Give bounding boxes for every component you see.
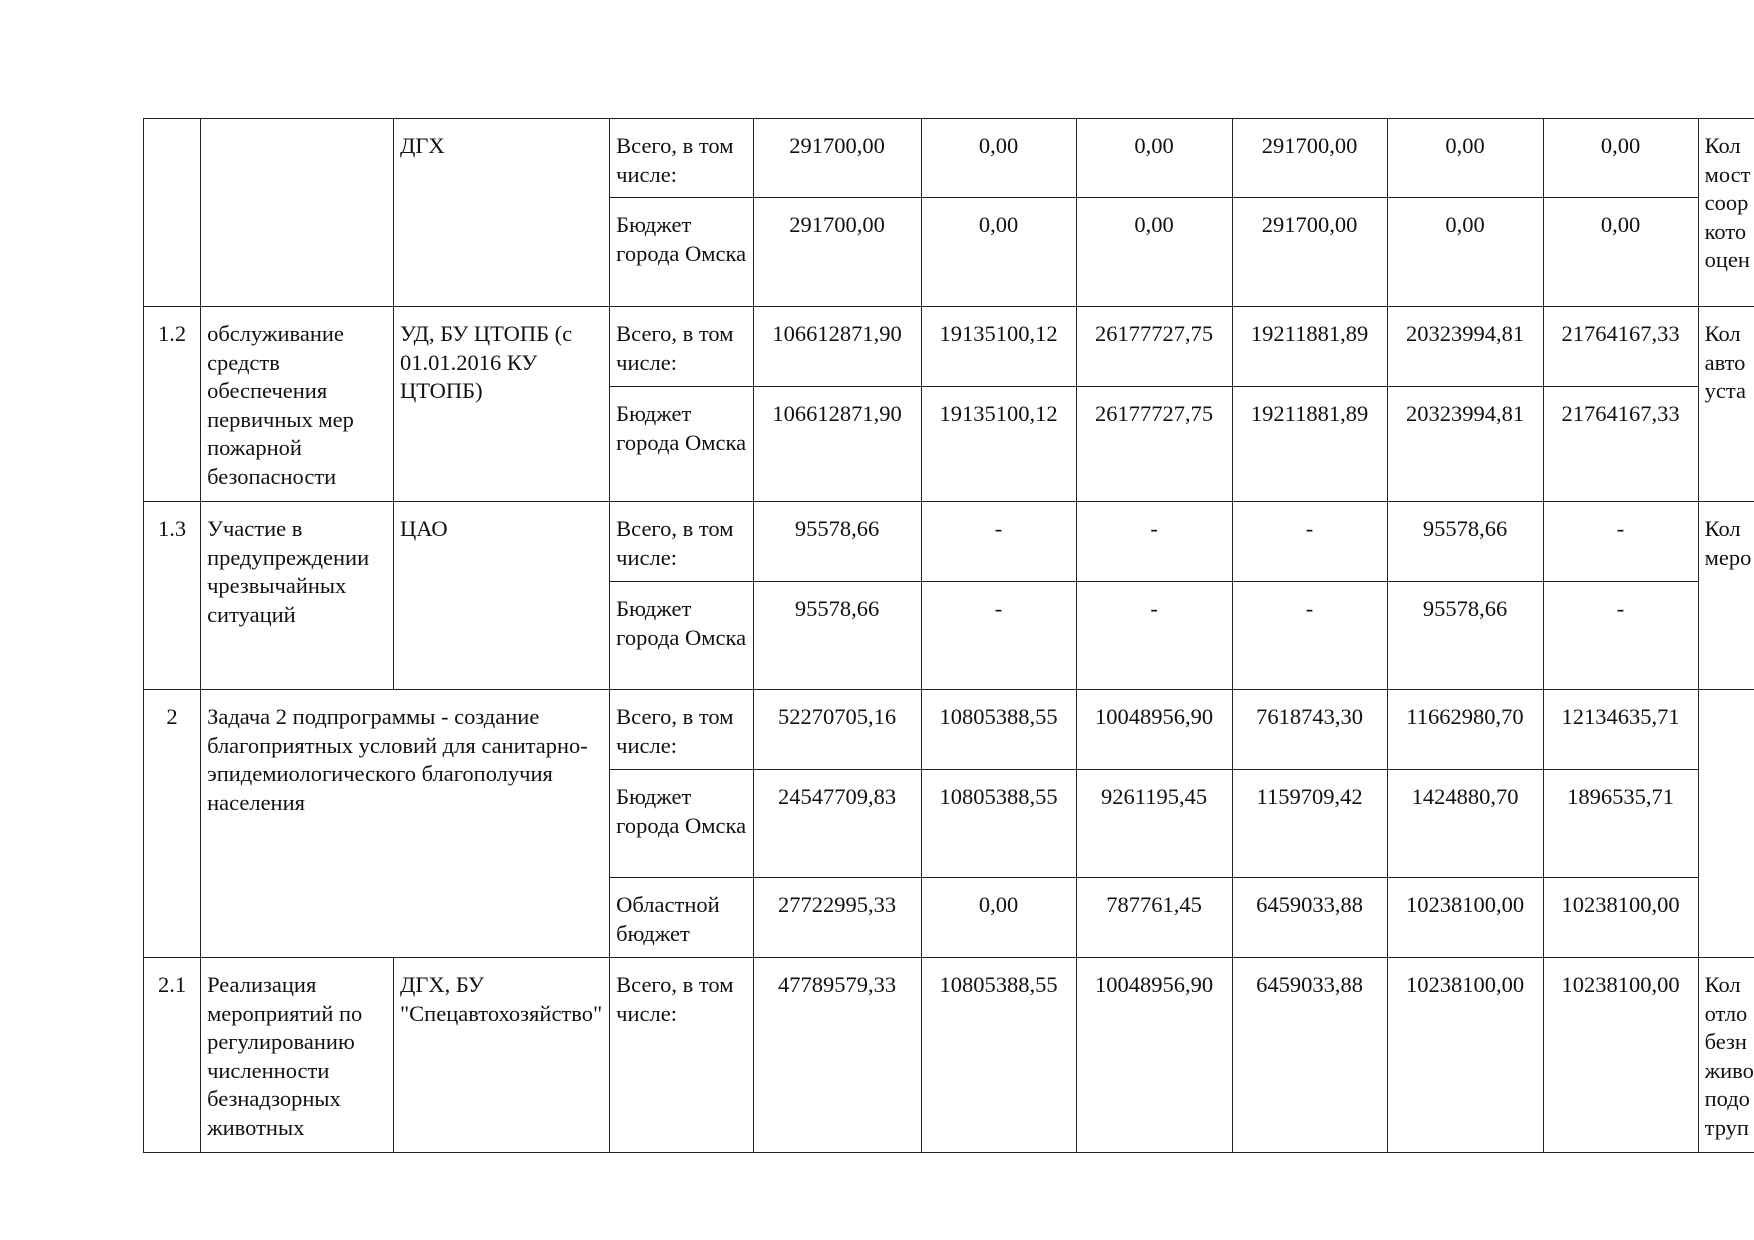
row-index-cell: 2.1 — [144, 958, 201, 1153]
indicator-line: Кол — [1704, 516, 1741, 541]
value-cell: 291700,00 — [753, 119, 921, 198]
value-cell: 1896535,71 — [1543, 770, 1698, 878]
row-index-cell: 2 — [144, 690, 201, 958]
value-cell: 0,00 — [1543, 198, 1698, 307]
indicator-line: подо — [1704, 1086, 1750, 1111]
row-index-cell: 1.3 — [144, 502, 201, 690]
value-cell: 106612871,90 — [753, 307, 921, 387]
indicator-line: авто — [1704, 349, 1746, 375]
indicator-line: меро — [1704, 544, 1752, 570]
value-cell: 19211881,89 — [1232, 307, 1387, 387]
value-cell: 10048956,90 — [1076, 958, 1232, 1153]
indicator-cell — [1698, 119, 1754, 307]
value-cell: 291700,00 — [753, 198, 921, 307]
value-cell: 10238100,00 — [1387, 878, 1543, 958]
value-cell: 10238100,00 — [1543, 878, 1698, 958]
source-label-cell: Областной бюджет — [610, 878, 753, 958]
indicator-line: отло — [1704, 1000, 1748, 1026]
source-label-cell: Бюджет города Омска — [610, 387, 753, 502]
value-cell: 20323994,81 — [1387, 307, 1543, 387]
indicator-line: мост — [1704, 161, 1751, 187]
value-cell: 787761,45 — [1076, 878, 1232, 958]
source-label-cell: Всего, в том числе: — [610, 307, 753, 387]
value-cell: 95578,66 — [1387, 582, 1543, 690]
value-cell: 10238100,00 — [1387, 958, 1543, 1153]
value-cell: 0,00 — [921, 198, 1076, 307]
indicator-cell — [1698, 958, 1754, 1153]
value-cell: 291700,00 — [1232, 119, 1387, 198]
value-cell: 10805388,55 — [921, 690, 1076, 770]
row-name-cell: Участие в предупреждении чрезвычайных ситуаций — [201, 502, 394, 690]
value-cell: 0,00 — [921, 878, 1076, 958]
value-cell: - — [921, 502, 1076, 582]
source-label-cell: Бюджет города Омска — [610, 198, 753, 307]
value-cell: 19135100,12 — [921, 307, 1076, 387]
value-cell: 21764167,33 — [1543, 387, 1698, 502]
table-row — [144, 502, 1754, 582]
indicator-line: живо — [1704, 1057, 1754, 1083]
source-label-cell: Всего, в том числе: — [610, 958, 753, 1153]
indicator-cell — [1698, 690, 1754, 958]
value-cell: - — [1076, 582, 1232, 690]
value-cell: 10238100,00 — [1543, 958, 1698, 1153]
row-index-cell — [144, 119, 201, 307]
indicator-line: Кол — [1704, 321, 1741, 346]
value-cell: 95578,66 — [753, 502, 921, 582]
value-cell: 106612871,90 — [753, 387, 921, 502]
row-name-cell: обслуживание средств обеспечения первичных мер пожарной безопасности — [201, 307, 394, 502]
value-cell: 21764167,33 — [1543, 307, 1698, 387]
indicator-line: уста — [1704, 378, 1746, 403]
table-row — [144, 958, 1754, 1153]
indicator-line: оцен — [1704, 247, 1750, 272]
value-cell: 9261195,45 — [1076, 770, 1232, 878]
indicator-line: соор — [1704, 190, 1749, 215]
indicator-line: кото — [1704, 218, 1747, 244]
source-label-cell: Бюджет города Омска — [610, 582, 753, 690]
table-row — [144, 690, 1754, 770]
value-cell: 19135100,12 — [921, 387, 1076, 502]
value-cell: 10805388,55 — [921, 770, 1076, 878]
row-index-cell: 1.2 — [144, 307, 201, 502]
indicator-line: безн — [1704, 1029, 1747, 1054]
task-name-cell: Задача 2 подпрограммы - создание благоприятных условий для санитарно-эпидемиологического благополучия населения — [201, 690, 610, 958]
value-cell: 95578,66 — [753, 582, 921, 690]
value-cell: 0,00 — [921, 119, 1076, 198]
source-label-cell: Всего, в том числе: — [610, 502, 753, 582]
value-cell: 1424880,70 — [1387, 770, 1543, 878]
value-cell: 27722995,33 — [753, 878, 921, 958]
value-cell: 0,00 — [1543, 119, 1698, 198]
indicator-cell — [1698, 502, 1754, 690]
table-row — [144, 307, 1754, 387]
table-row — [144, 119, 1754, 198]
financing-table — [143, 118, 1754, 1153]
source-label-cell: Всего, в том числе: — [610, 690, 753, 770]
value-cell: 0,00 — [1076, 119, 1232, 198]
source-label-cell: Всего, в том числе: — [610, 119, 753, 198]
value-cell: - — [1543, 582, 1698, 690]
value-cell: 24547709,83 — [753, 770, 921, 878]
value-cell: 26177727,75 — [1076, 387, 1232, 502]
value-cell: 7618743,30 — [1232, 690, 1387, 770]
value-cell: - — [1232, 502, 1387, 582]
indicator-line: Кол — [1704, 972, 1741, 997]
value-cell: 0,00 — [1387, 119, 1543, 198]
value-cell: 10805388,55 — [921, 958, 1076, 1153]
value-cell: 19211881,89 — [1232, 387, 1387, 502]
value-cell: 1159709,42 — [1232, 770, 1387, 878]
value-cell: - — [921, 582, 1076, 690]
value-cell: 0,00 — [1387, 198, 1543, 307]
row-executor-cell: ДГХ, БУ "Спецавтохозяйство" — [393, 958, 609, 1153]
value-cell: 26177727,75 — [1076, 307, 1232, 387]
row-name-cell: Реализация мероприятий по регулированию численности безнадзорных животных — [201, 958, 394, 1153]
value-cell: 6459033,88 — [1232, 878, 1387, 958]
value-cell: 11662980,70 — [1387, 690, 1543, 770]
row-executor-cell: УД, БУ ЦТОПБ (с 01.01.2016 КУ ЦТОПБ) — [393, 307, 609, 502]
row-executor-cell: ЦАО — [393, 502, 609, 690]
value-cell: 6459033,88 — [1232, 958, 1387, 1153]
value-cell: 52270705,16 — [753, 690, 921, 770]
indicator-cell — [1698, 307, 1754, 502]
value-cell: 12134635,71 — [1543, 690, 1698, 770]
indicator-line: труп — [1704, 1114, 1749, 1140]
value-cell: - — [1076, 502, 1232, 582]
value-cell: 0,00 — [1076, 198, 1232, 307]
value-cell: - — [1543, 502, 1698, 582]
row-name-cell — [201, 119, 394, 307]
value-cell: - — [1232, 582, 1387, 690]
value-cell: 95578,66 — [1387, 502, 1543, 582]
source-label-cell: Бюджет города Омска — [610, 770, 753, 878]
row-executor-cell: ДГХ — [393, 119, 609, 307]
value-cell: 47789579,33 — [753, 958, 921, 1153]
value-cell: 20323994,81 — [1387, 387, 1543, 502]
indicator-line: Кол — [1704, 133, 1741, 158]
value-cell: 291700,00 — [1232, 198, 1387, 307]
value-cell: 10048956,90 — [1076, 690, 1232, 770]
